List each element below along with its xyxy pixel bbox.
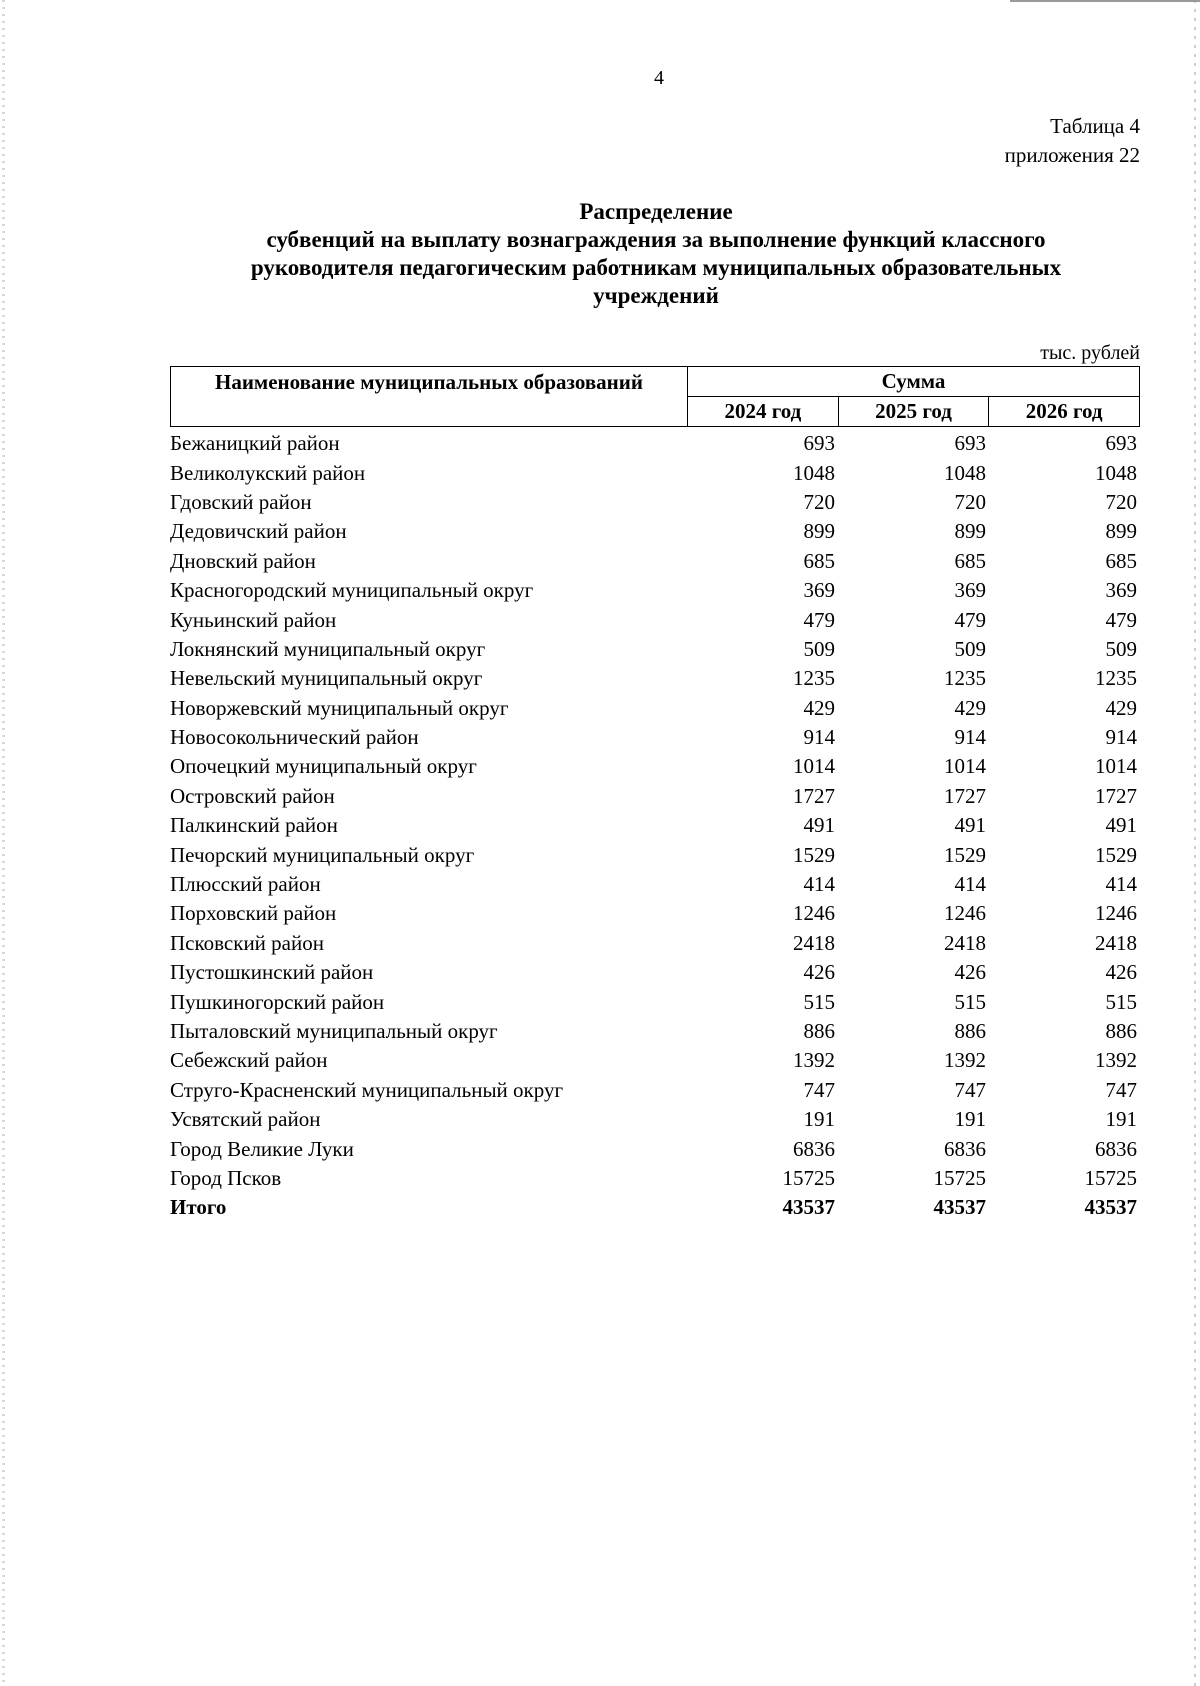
amount-value-2024: 509 (803, 636, 835, 661)
header-year-2026: 2026 год (989, 397, 1140, 427)
municipality-name: Красногородский муниципальный округ (170, 578, 534, 603)
municipality-name: Струго-Красненский муниципальный округ (170, 1077, 564, 1102)
amount-value-2026: 509 (1105, 636, 1137, 661)
amount-value-2026: 1727 (1095, 783, 1137, 808)
municipality-name: Печорский муниципальный округ (170, 842, 475, 867)
amount-value-2026: 479 (1105, 607, 1137, 632)
amount-value-2024: 6836 (793, 1136, 835, 1161)
amount-value-2026: 191 (1105, 1107, 1137, 1132)
amount-value-2025: 2418 (944, 930, 986, 955)
table-row (170, 1134, 1140, 1163)
table-row (170, 664, 1140, 693)
amount-value-2024: 1392 (793, 1048, 835, 1073)
amount-value-2025: 1235 (944, 666, 986, 691)
municipality-name: Островский район (170, 783, 335, 808)
amount-value-2025: 515 (954, 989, 986, 1014)
amount-value-2025: 491 (954, 813, 986, 838)
amount-value-2025: 509 (954, 636, 986, 661)
table-row (170, 1164, 1140, 1193)
header-year-2024: 2024 год (688, 397, 839, 427)
table-row (170, 605, 1140, 634)
amount-value-2026: 1014 (1095, 754, 1137, 779)
table-row (170, 547, 1140, 576)
table-row (170, 1017, 1140, 1046)
total-value-2026: 43537 (1084, 1195, 1137, 1220)
amount-value-2026: 15725 (1084, 1165, 1137, 1190)
amount-value-2026: 6836 (1095, 1136, 1137, 1161)
amount-value-2026: 720 (1105, 489, 1137, 514)
amount-value-2024: 491 (803, 813, 835, 838)
municipality-name: Дновский район (170, 548, 316, 573)
header-name-cell: Наименование муниципальных образований (171, 367, 688, 427)
municipality-name: Опочецкий муниципальный округ (170, 754, 477, 779)
municipality-name: Город Псков (170, 1165, 282, 1190)
municipality-name: Новоржевский муниципальный округ (170, 695, 509, 720)
amount-value-2024: 1727 (793, 783, 835, 808)
title-line3: руководителя педагогическим работникам муниципальных образовательных (250, 255, 1062, 280)
amount-value-2025: 685 (954, 548, 986, 573)
table-row (170, 958, 1140, 987)
amount-value-2025: 693 (954, 431, 986, 456)
municipality-name: Пушкиногорский район (170, 989, 385, 1014)
table-header (170, 366, 1140, 428)
table-row (170, 723, 1140, 752)
amount-value-2025: 1246 (944, 901, 986, 926)
table-row (170, 429, 1140, 458)
amount-value-2024: 426 (803, 960, 835, 985)
municipality-name: Дедовичский район (170, 519, 347, 544)
amount-value-2025: 747 (954, 1077, 986, 1102)
amount-value-2026: 886 (1105, 1019, 1137, 1043)
table-row (170, 782, 1140, 811)
amount-value-2024: 515 (803, 989, 835, 1014)
amount-value-2024: 414 (803, 872, 835, 897)
title-line4: учреждений (593, 283, 719, 308)
municipality-name: Город Великие Луки (170, 1136, 354, 1161)
amount-value-2025: 191 (954, 1107, 986, 1132)
table-row (170, 1076, 1140, 1105)
amount-value-2024: 1529 (793, 842, 835, 867)
amount-value-2026: 426 (1105, 960, 1137, 985)
municipality-name: Локнянский муниципальный округ (170, 636, 486, 661)
municipality-name: Псковский район (170, 930, 324, 955)
header-year-2025: 2025 год (838, 397, 989, 427)
table-row (170, 929, 1140, 958)
amount-value-2024: 685 (803, 548, 835, 573)
total-label: Итого (170, 1195, 227, 1220)
amount-value-2026: 899 (1105, 519, 1137, 544)
municipality-name: Усвятский район (170, 1107, 321, 1132)
units-label: тыс. рублей (1040, 342, 1140, 364)
amount-value-2025: 899 (954, 519, 986, 544)
table-reference-line1: Таблица 4 (1050, 114, 1140, 138)
amount-value-2024: 1246 (793, 901, 835, 926)
table-row (170, 987, 1140, 1016)
amount-value-2024: 1014 (793, 754, 835, 779)
amount-value-2026: 914 (1105, 725, 1137, 750)
table-reference (1005, 112, 1140, 170)
document-title (170, 198, 1142, 310)
table-row (170, 576, 1140, 605)
municipality-name: Великолукский район (170, 460, 366, 485)
table-header-grid (170, 366, 1140, 427)
amount-value-2024: 1235 (793, 666, 835, 691)
amount-value-2025: 479 (954, 607, 986, 632)
amount-value-2026: 1048 (1095, 460, 1137, 485)
amount-value-2024: 1048 (793, 460, 835, 485)
amount-value-2024: 886 (803, 1019, 835, 1043)
amount-value-2026: 1529 (1095, 842, 1137, 867)
municipality-name: Новосокольнический район (170, 725, 419, 750)
amount-value-2025: 1529 (944, 842, 986, 867)
table-row (170, 517, 1140, 546)
scan-edge-left (2, 0, 5, 1686)
amount-value-2024: 693 (803, 431, 835, 456)
table-row (170, 870, 1140, 899)
amount-value-2026: 1235 (1095, 666, 1137, 691)
table-total-row (170, 1193, 1140, 1222)
amount-value-2026: 2418 (1095, 930, 1137, 955)
total-value-2025: 43537 (933, 1195, 986, 1220)
table-reference-line2: приложения 22 (1004, 143, 1140, 167)
table-row (170, 1046, 1140, 1075)
municipality-name: Куньинский район (170, 607, 337, 632)
scan-top-line (1010, 0, 1200, 2)
amount-value-2026: 747 (1105, 1077, 1137, 1102)
municipality-name: Пыталовский муниципальный округ (170, 1019, 498, 1043)
amount-value-2024: 191 (803, 1107, 835, 1132)
scan-edge-right (1194, 0, 1196, 1686)
municipality-name: Пустошкинский район (170, 960, 374, 985)
table-row (170, 694, 1140, 723)
amount-value-2026: 369 (1105, 578, 1137, 603)
amount-value-2025: 369 (954, 578, 986, 603)
amount-value-2024: 429 (803, 695, 835, 720)
page-number: 4 (654, 67, 664, 89)
amount-value-2025: 426 (954, 960, 986, 985)
amount-value-2025: 414 (954, 872, 986, 897)
amount-value-2026: 1246 (1095, 901, 1137, 926)
amount-value-2024: 899 (803, 519, 835, 544)
amount-value-2024: 914 (803, 725, 835, 750)
amount-value-2025: 1014 (944, 754, 986, 779)
amount-value-2025: 15725 (933, 1165, 986, 1190)
amount-value-2024: 747 (803, 1077, 835, 1102)
amount-value-2024: 15725 (782, 1165, 835, 1190)
table-body (170, 429, 1140, 1223)
table-row (170, 811, 1140, 840)
amount-value-2026: 685 (1105, 548, 1137, 573)
municipality-name: Палкинский район (170, 813, 338, 838)
amount-value-2024: 720 (803, 489, 835, 514)
title-line2: субвенций на выплату вознаграждения за выполнение функций классного (266, 227, 1046, 252)
amount-value-2025: 429 (954, 695, 986, 720)
amount-value-2026: 1392 (1095, 1048, 1137, 1073)
table-row (170, 1105, 1140, 1134)
municipality-name: Бежаницкий район (170, 431, 340, 456)
amount-value-2025: 1048 (944, 460, 986, 485)
municipality-name: Плюсский район (170, 872, 321, 897)
table-row (170, 899, 1140, 928)
amount-value-2025: 720 (954, 489, 986, 514)
amount-value-2024: 369 (803, 578, 835, 603)
municipality-name: Порховский район (170, 901, 337, 926)
amount-value-2026: 693 (1105, 431, 1137, 456)
amount-value-2025: 886 (954, 1019, 986, 1043)
table-row (170, 840, 1140, 869)
municipality-name: Гдовский район (170, 489, 312, 514)
amount-value-2025: 1392 (944, 1048, 986, 1073)
amount-value-2025: 914 (954, 725, 986, 750)
table-row (170, 635, 1140, 664)
amount-value-2025: 1727 (944, 783, 986, 808)
municipality-name: Себежский район (170, 1048, 328, 1073)
amount-value-2026: 491 (1105, 813, 1137, 838)
amount-value-2026: 414 (1105, 872, 1137, 897)
amount-value-2025: 6836 (944, 1136, 986, 1161)
table-row (170, 458, 1140, 487)
amount-value-2026: 515 (1105, 989, 1137, 1014)
total-value-2024: 43537 (782, 1195, 835, 1220)
table-row (170, 752, 1140, 781)
title-line1: Распределение (579, 199, 733, 224)
table-row (170, 488, 1140, 517)
amount-value-2024: 479 (803, 607, 835, 632)
amount-value-2026: 429 (1105, 695, 1137, 720)
header-sum-cell: Сумма (688, 367, 1140, 397)
municipality-name: Невельский муниципальный округ (170, 666, 483, 691)
amount-value-2024: 2418 (793, 930, 835, 955)
